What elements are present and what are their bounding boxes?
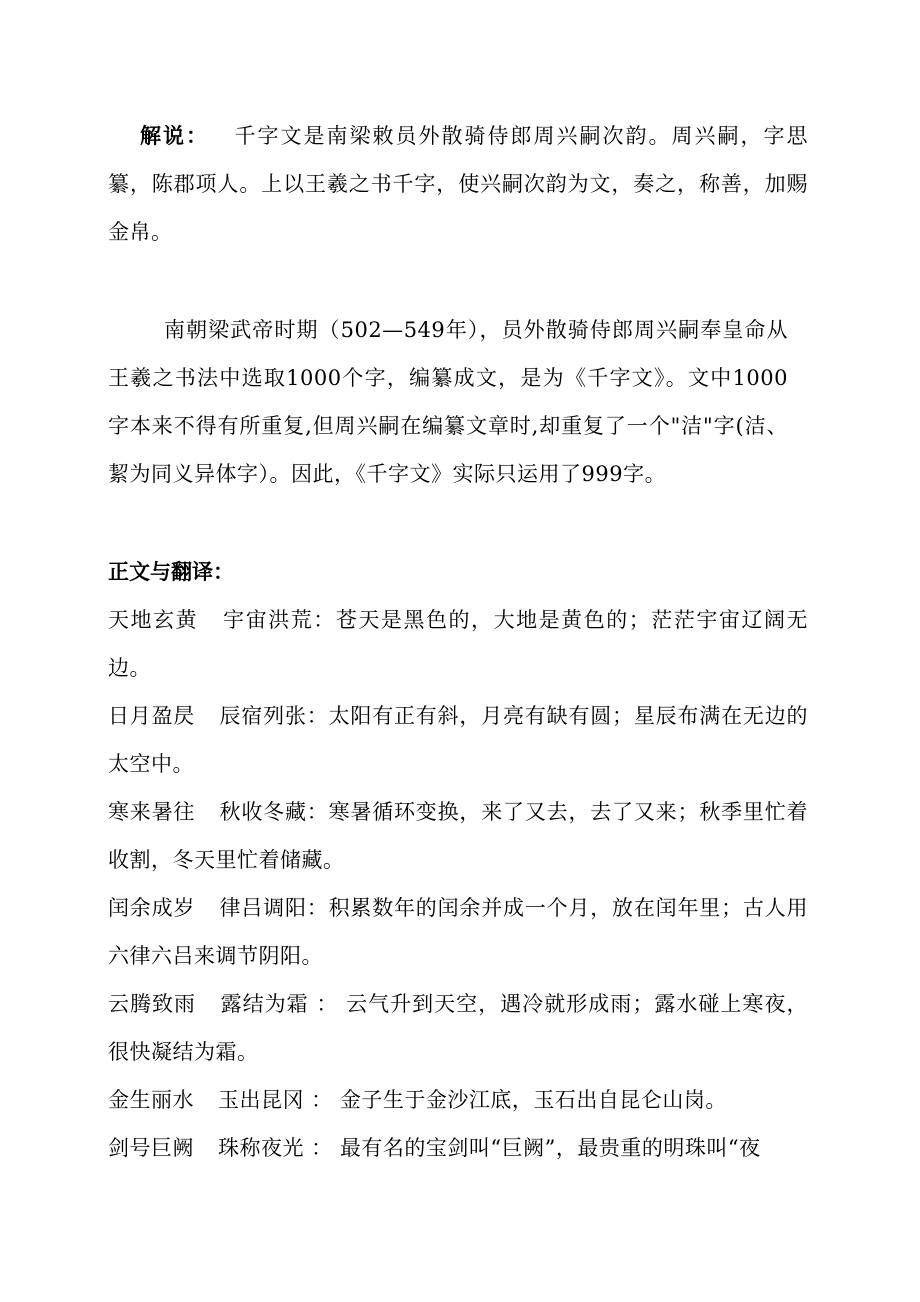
entry-list <box>108 596 808 1172</box>
entry-phrase-b: 玉出昆冈 ： <box>218 1088 333 1112</box>
entry-translation: 太阳有正有斜，月亮有缺有圆；星辰布满在无边的太空中。 <box>108 704 809 776</box>
list-item <box>108 980 808 1076</box>
entry-phrase-b: 宇宙洪荒： <box>222 608 336 632</box>
list-item <box>108 788 808 884</box>
intro-paragraph <box>108 112 808 256</box>
intro-label: 解说： <box>140 123 209 148</box>
entry-translation: 寒暑循环变换，来了又去，去了又来；秋季里忙着收割，冬天里忙着储藏。 <box>108 800 809 872</box>
entry-phrase-b: 秋收冬藏： <box>219 800 329 824</box>
entry-translation: 积累数年的闰余并成一个月，放在闰年里；古人用六律六吕来调节阴阳。 <box>108 896 809 968</box>
entry-phrase-b: 辰宿列张： <box>219 704 329 728</box>
list-item <box>108 884 808 980</box>
history-paragraph: 南朝梁武帝时期（502—549年），员外散骑侍郎周兴嗣奉皇命从王羲之书法中选取1000个字，编纂成文，是为《千字文》。文中1000字本来不得有所重复,但周兴嗣在编纂文章时,却重复了一个"洁"字(洁、絜为同义异体字）。因此，《千字文》实际只运用了999字。 <box>108 318 788 486</box>
entry-phrase-a: 天地玄黄 <box>108 608 199 632</box>
list-item <box>108 1124 808 1172</box>
entry-phrase-a: 寒来暑往 <box>108 800 196 824</box>
entry-phrase-a: 闰余成岁 <box>108 896 196 920</box>
entry-translation: 金子生于金沙江底，玉石出自昆仑山岗。 <box>332 1088 727 1112</box>
entry-phrase-a: 剑号巨阙 <box>108 1136 194 1160</box>
section-heading: 正文与翻译： <box>108 559 234 584</box>
entry-translation: 苍天是黑色的，大地是黄色的；茫茫宇宙辽阔无边。 <box>108 608 809 680</box>
entry-phrase-a: 云腾致雨 <box>108 992 197 1016</box>
entry-phrase-a: 日月盈昃 <box>108 704 196 728</box>
list-item <box>108 1076 808 1124</box>
list-item <box>108 692 808 788</box>
entry-phrase-b: 珠称夜光 ： <box>218 1136 333 1160</box>
entry-phrase-a: 金生丽水 <box>108 1088 194 1112</box>
intro-text: 千字文是南梁敕员外散骑侍郎周兴嗣次韵。周兴嗣，字思纂，陈郡项人。上以王羲之书千字，使兴嗣次韵为文，奏之，称善，加赐金帛。 <box>108 124 808 244</box>
entry-translation: 最有名的宝剑叫“巨阙”，最贵重的明珠叫“夜 <box>332 1136 761 1160</box>
entry-phrase-b: 律吕调阳： <box>219 896 329 920</box>
list-item <box>108 596 808 692</box>
entry-translation: 云气升到天空，遇冷就形成雨；露水碰上寒夜，很快凝结为霜。 <box>108 992 808 1064</box>
entry-phrase-b: 露结为霜 ： <box>220 992 339 1016</box>
